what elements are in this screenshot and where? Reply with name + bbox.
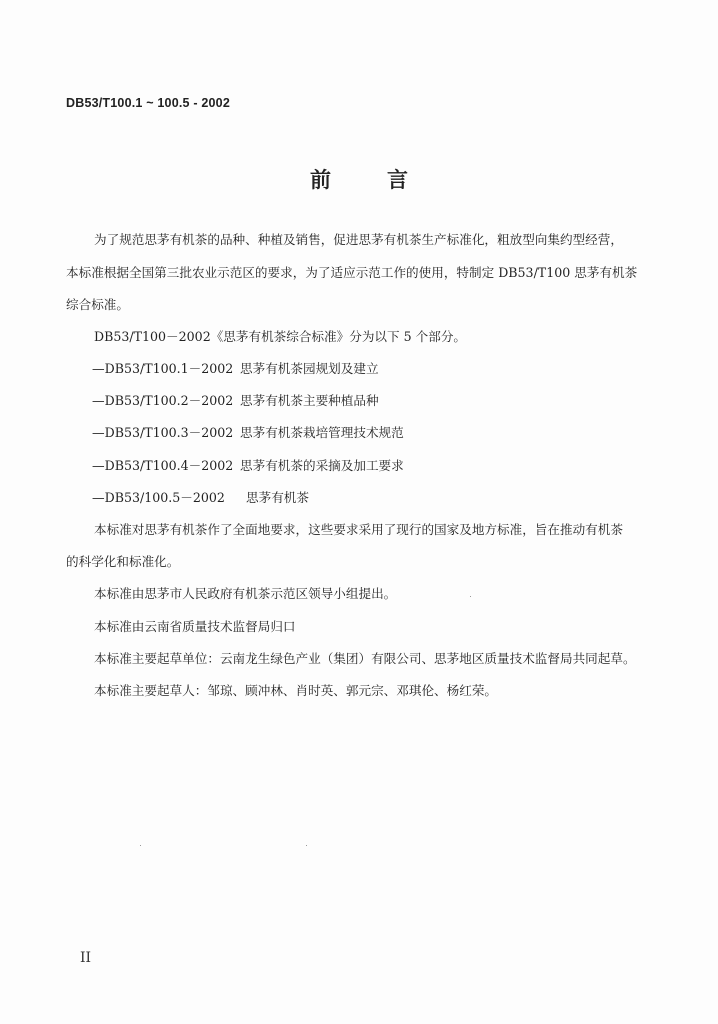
page-number: II bbox=[80, 950, 92, 966]
part-name: 思茅有机茶园规划及建立 bbox=[240, 361, 379, 376]
part-name: 思茅有机茶主要种植品种 bbox=[240, 393, 379, 408]
drafting-units: 本标准主要起草单位：云南龙生绿色产业（集团）有限公司、思茅地区质量技术监督局共同起草。 bbox=[94, 651, 636, 666]
managed-by: 本标准由云南省质量技术监督局归口 bbox=[94, 619, 296, 634]
part-name: 思茅有机茶 bbox=[246, 490, 309, 505]
proposed-by: 本标准由思茅市人民政府有机茶示范区领导小组提出。 bbox=[94, 586, 397, 601]
scan-speck bbox=[140, 845, 141, 846]
part-code: —DB53/100.5－2002 bbox=[92, 490, 225, 505]
parts-intro: DB53/T100－2002《思茅有机茶综合标准》分为以下 5 个部分。 bbox=[94, 329, 467, 344]
part-code: —DB53/T100.4－2002 bbox=[92, 458, 234, 473]
intro-line-2: 本标准根据全国第三批农业示范区的要求，为了适应示范工作的使用，特制定 DB53/T100 思茅有机茶 bbox=[66, 265, 638, 280]
scan-speck bbox=[470, 596, 471, 597]
standard-code-header: DB53/T100.1 ~ 100.5 - 2002 bbox=[66, 96, 230, 110]
drafters: 本标准主要起草人：邹琼、顾冲林、肖时英、郭元宗、邓琪伦、杨红荣。 bbox=[94, 683, 497, 698]
part-code: —DB53/T100.2－2002 bbox=[92, 393, 234, 408]
intro-line-1: 为了规范思茅有机茶的品种、种植及销售，促进思茅有机茶生产标准化，粗放型向集约型经营， bbox=[94, 232, 623, 247]
part-code: —DB53/T100.1－2002 bbox=[92, 361, 234, 376]
intro-line-3: 综合标准。 bbox=[66, 297, 129, 312]
page-title: 前言 bbox=[310, 168, 464, 192]
requirements-line-1: 本标准对思茅有机茶作了全面地要求，这些要求采用了现行的国家及地方标准，旨在推动有机茶 bbox=[94, 522, 623, 537]
scan-speck bbox=[306, 845, 307, 846]
part-name: 思茅有机茶的采摘及加工要求 bbox=[240, 458, 404, 473]
part-name: 思茅有机茶栽培管理技术规范 bbox=[240, 425, 404, 440]
part-code: —DB53/T100.3－2002 bbox=[92, 425, 234, 440]
requirements-line-2: 的科学化和标准化。 bbox=[66, 554, 180, 569]
